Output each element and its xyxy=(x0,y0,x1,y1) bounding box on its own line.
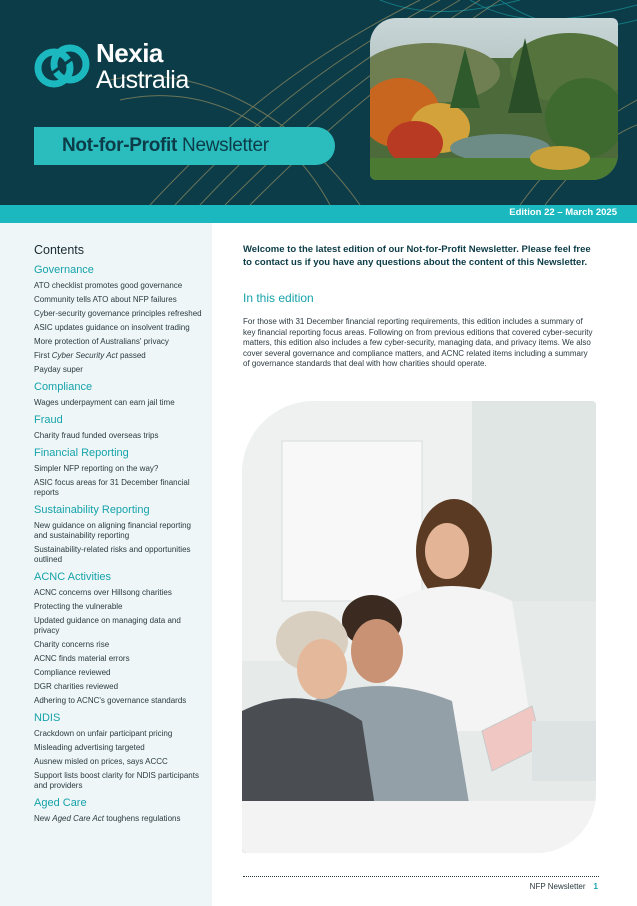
contents-item[interactable]: New guidance on aligning financial reporting and sustainability reporting xyxy=(34,521,191,540)
team-meeting-photo xyxy=(242,401,596,853)
contents-item[interactable]: Protecting the vulnerable xyxy=(34,602,123,611)
logo-name: Nexia xyxy=(96,38,163,68)
contents-item[interactable]: Simpler NFP reporting on the way? xyxy=(34,464,159,473)
contents-item[interactable]: ASIC focus areas for 31 December financial reports xyxy=(34,478,190,497)
contents-item[interactable]: More protection of Australians' privacy xyxy=(34,337,169,346)
contents-sidebar xyxy=(0,223,212,906)
nexia-logo xyxy=(96,40,189,94)
contents-item[interactable]: Crackdown on unfair participant pricing xyxy=(34,729,173,738)
contents-section-heading[interactable]: Sustainability Reporting xyxy=(34,504,150,516)
logo-country: Australia xyxy=(96,66,189,94)
nexia-logo-icon xyxy=(34,40,90,92)
contents-item[interactable]: Updated guidance on managing data and privacy xyxy=(34,616,181,635)
contents-section-heading[interactable]: Fraud xyxy=(34,414,63,426)
contents-item[interactable]: First Cyber Security Act passed xyxy=(34,351,146,360)
contents-item[interactable]: Support lists boost clarity for NDIS participants and providers xyxy=(34,771,199,790)
masthead xyxy=(0,0,637,205)
contents-item[interactable]: Charity fraud funded overseas trips xyxy=(34,431,159,440)
contents-item[interactable]: ACNC concerns over Hillsong charities xyxy=(34,588,172,597)
footer xyxy=(530,882,598,891)
edition-label: Edition 22 – March 2025 xyxy=(509,207,617,218)
contents-item[interactable]: ACNC finds material errors xyxy=(34,654,130,663)
contents-item[interactable]: Ausnew misled on prices, says ACCC xyxy=(34,757,168,766)
edition-bar xyxy=(0,205,637,223)
page-number: 1 xyxy=(593,882,598,891)
contents-item[interactable]: Sustainability-related risks and opportunities outlined xyxy=(34,545,191,564)
title-bold: Not-for-Profit xyxy=(62,135,178,156)
newsletter-title xyxy=(62,135,269,157)
contents-item[interactable]: ATO checklist promotes good governance xyxy=(34,281,183,290)
summary-paragraph: For those with 31 December financial reporting requirements, this edition includes a summary of key financial reporting focus areas. Following on from previous editions that covered cyber-security matters, this edition also includes a few cyber-security, managing data, and privacy items. We also cover several governance and compliance matters, and ACNC related items including a summary of governance standards that deal with how charities should operate. xyxy=(243,317,593,368)
contents-item[interactable]: Charity concerns rise xyxy=(34,640,110,649)
contents-item[interactable]: Cyber-security governance principles refreshed xyxy=(34,309,202,318)
contents-item[interactable]: New Aged Care Act toughens regulations xyxy=(34,814,181,823)
contents-item[interactable]: DGR charities reviewed xyxy=(34,682,119,691)
footer-divider xyxy=(243,876,599,877)
contents-title: Contents xyxy=(34,243,85,257)
contents-item[interactable]: Compliance reviewed xyxy=(34,668,111,677)
in-this-edition-heading: In this edition xyxy=(243,291,314,305)
title-regular: Newsletter xyxy=(177,135,269,156)
contents-section-heading[interactable]: NDIS xyxy=(34,712,61,724)
garden-hero-image xyxy=(370,18,618,180)
contents-item[interactable]: Community tells ATO about NFP failures xyxy=(34,295,177,304)
contents-item[interactable]: Misleading advertising targeted xyxy=(34,743,145,752)
contents-item[interactable]: ASIC updates guidance on insolvent trading xyxy=(34,323,190,332)
contents-item[interactable]: Payday super xyxy=(34,365,83,374)
contents-list xyxy=(34,264,204,824)
contents-item[interactable]: Wages underpayment can earn jail time xyxy=(34,398,175,407)
contents-section-heading[interactable]: Financial Reporting xyxy=(34,447,129,459)
contents-section-heading[interactable]: Governance xyxy=(34,264,94,276)
intro-paragraph: Welcome to the latest edition of our Not-for-Profit Newsletter. Please feel free to contact us if you have any questions about the content of this Newsletter. xyxy=(243,244,591,268)
footer-label: NFP Newsletter xyxy=(529,882,586,891)
contents-section-heading[interactable]: Compliance xyxy=(34,381,93,393)
contents-section-heading[interactable]: Aged Care xyxy=(34,797,87,809)
newsletter-title-banner xyxy=(34,127,335,165)
contents-section-heading[interactable]: ACNC Activities xyxy=(34,571,112,583)
contents-item[interactable]: Adhering to ACNC's governance standards xyxy=(34,696,187,705)
